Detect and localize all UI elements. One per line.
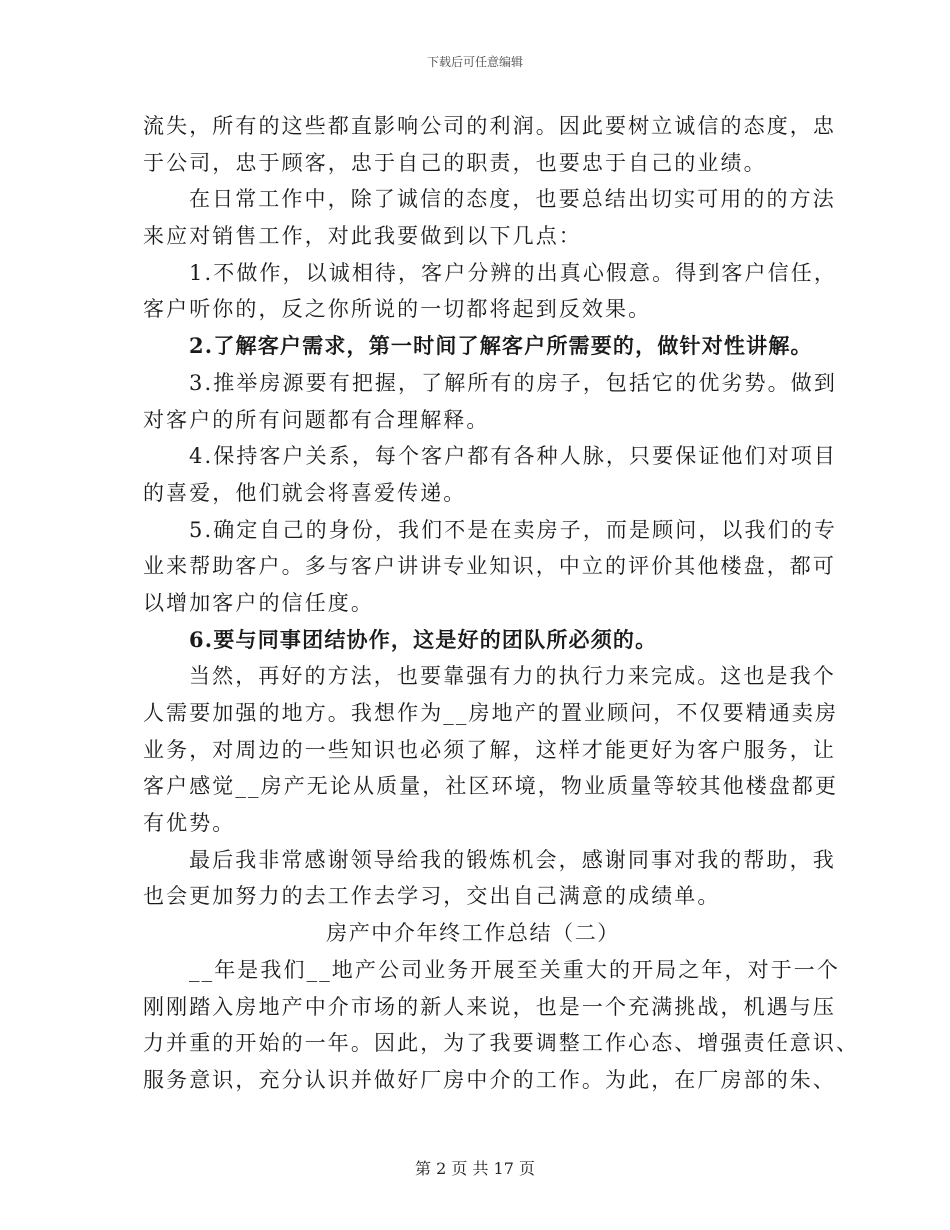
document-body — [143, 108, 860, 1099]
paragraph-line: 最后我非常感谢领导给我的锻炼机会，感谢同事对我的帮助，我 — [189, 847, 836, 872]
paragraph-line: 服务意识，充分认识并做好厂房中介的工作。为此，在厂房部的朱、 — [143, 1067, 836, 1092]
paragraph-line: 业来帮助客户。多与客户讲讲专业知识，中立的评价其他楼盘，都可 — [143, 554, 836, 579]
paragraph-line: __年是我们__地产公司业务开展至关重大的开局之年，对于一个 — [189, 957, 840, 982]
paragraph-line: 5.确定自己的身份，我们不是在卖房子，而是顾问，以我们的专 — [189, 517, 837, 542]
paragraph-line: 也会更加努力的去工作去学习，交出自己满意的成绩单。 — [143, 884, 721, 909]
paragraph-line: 力并重的开始的一年。因此，为了我要调整工作心态、增强责任意识、 — [143, 1031, 860, 1056]
paragraph-line: 刚刚踏入房地产中介市场的新人来说，也是一个充满挑战，机遇与压 — [143, 994, 836, 1019]
paragraph-line: 业务，对周边的一些知识也必须了解，这样才能更好为客户服务，让 — [143, 737, 836, 762]
paragraph-line: 有优势。 — [143, 811, 236, 836]
page-header-note: 下载后可任意编辑 — [426, 55, 523, 69]
section-heading: 房产中介年终工作总结（二） — [326, 921, 620, 946]
paragraph-line: 对客户的所有问题都有合理解释。 — [143, 407, 490, 432]
paragraph-line: 来应对销售工作，对此我要做到以下几点： — [143, 224, 582, 249]
paragraph-line: 3.推举房源要有把握，了解所有的房子，包括它的优劣势。做到 — [189, 370, 837, 395]
paragraph-line: 2.了解客户需求，第一时间了解客户所需要的，做针对性讲解。 — [189, 333, 813, 359]
paragraph-line: 1.不做作，以诚相待，客户分辨的出真心假意。得到客户信任， — [189, 260, 837, 285]
paragraph-line: 6.要与同事团结协作，这是好的团队所必须的。 — [189, 626, 658, 652]
paragraph-line: 客户感觉__房产无论从质量，社区环境，物业质量等较其他楼盘都更 — [143, 774, 839, 799]
paragraph-line: 在日常工作中，除了诚信的态度，也要总结出切实可用的的方法 — [189, 187, 836, 212]
paragraph-line: 的喜爱，他们就会将喜爱传递。 — [143, 480, 467, 505]
paragraph-line: 以增加客户的信任度。 — [143, 590, 374, 615]
paragraph-line: 流失，所有的这些都直影响公司的利润。因此要树立诚信的态度，忠 — [143, 114, 836, 138]
paragraph-line: 人需要加强的地方。我想作为__房地产的置业顾问，不仅要精通卖房 — [143, 701, 839, 725]
paragraph-line: 客户听你的，反之你所说的一切都将起到反效果。 — [143, 297, 652, 322]
paragraph-line: 于公司，忠于顾客，忠于自己的职责，也要忠于自己的业绩。 — [143, 150, 767, 175]
paragraph-line: 4.保持客户关系，每个客户都有各种人脉，只要保证他们对项目 — [189, 444, 837, 469]
paragraph-line: 当然，再好的方法，也要靠强有力的执行力来完成。这也是我个 — [189, 664, 836, 689]
page-number: 第 2 页 共 17 页 — [415, 1159, 535, 1178]
